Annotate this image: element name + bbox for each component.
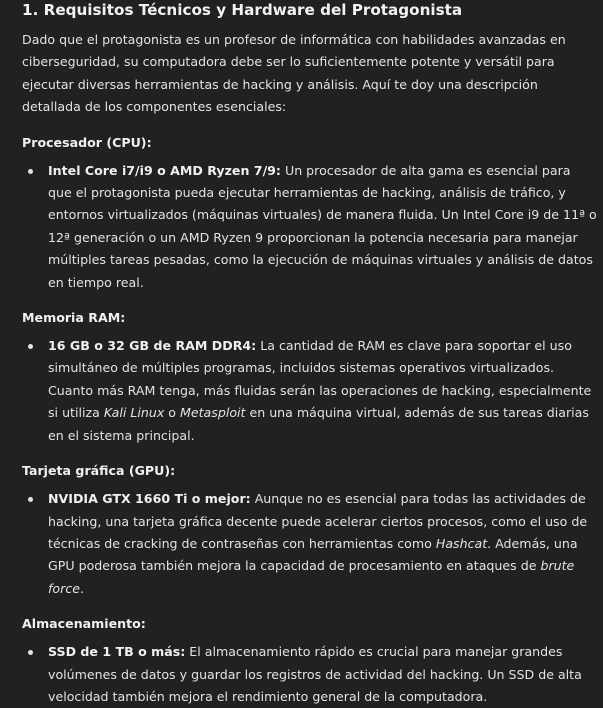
item-text: Aunque no es esencial para todas las actividades de hacking, una tarjeta gráfica decente puede acelerar ciertos procesos, como el uso de técnicas de cracking de contraseñas con herramientas como	[48, 491, 588, 551]
item-text: El almacenamiento rápido es crucial para manejar grandes volúmenes de datos y guardar los registros de actividad del hacking. Un SSD de alta velocidad también mejora el rendimiento general de la computadora.	[48, 644, 582, 704]
section-cpu	[22, 132, 597, 294]
section-storage	[22, 613, 597, 708]
item-text: La cantidad de RAM es clave para soportar el uso simultáneo de múltiples programas, incluidos sistemas operativos virtualizados. Cuanto más RAM tenga, más fluidas serán las operaciones de hacking, especialmente si utiliza	[48, 338, 592, 421]
item-text: en una máquina virtual, además de sus tareas diarias en el sistema principal.	[48, 405, 589, 443]
bullet-list	[22, 160, 597, 294]
section-ram	[22, 307, 597, 447]
section-heading: Almacenamiento:	[22, 616, 146, 632]
bullet-icon	[28, 497, 33, 502]
page-title: 1. Requisitos Técnicos y Hardware del Protagonista	[22, 1, 463, 19]
item-text: . Además, una GPU poderosa también mejora la capacidad de procesamiento en ataques de	[48, 535, 578, 574]
section-heading: Procesador (CPU):	[22, 134, 152, 150]
bullet-icon	[28, 169, 33, 174]
list-item	[22, 488, 597, 600]
bullet-list	[22, 335, 597, 447]
document-body	[22, 0, 597, 708]
item-bold-label: 16 GB o 32 GB de RAM DDR4:	[48, 338, 257, 354]
list-item	[22, 641, 597, 708]
item-italic: Hashcat	[435, 535, 488, 551]
section-heading: Memoria RAM:	[22, 310, 126, 326]
section-gpu	[22, 460, 597, 600]
bullet-icon	[28, 650, 33, 655]
item-italic: Kali Linux	[103, 405, 165, 421]
item-text: o	[164, 405, 180, 421]
bullet-list	[22, 641, 597, 708]
bullet-list	[22, 488, 597, 600]
item-italic: brute force	[48, 558, 575, 596]
intro-paragraph: Dado que el protagonista es un profesor de informática con habilidades avanzadas en ciberseguridad, su computadora debe ser lo suficientemente potente y versátil para ejecutar diversas herramientas de hacking y análisis. Aquí te doy una descripción detallada de los componentes esenciales:	[22, 32, 566, 115]
item-bold-label: SSD de 1 TB o más:	[48, 644, 186, 660]
item-text: .	[80, 580, 85, 596]
item-text: Un procesador de alta gama es esencial para que el protagonista pueda ejecutar herramientas de hacking, análisis de tráfico, y entornos virtualizados (máquinas virtuales) de manera fluida. Un Intel Core i9 de 11ª o 12ª generación o un AMD Ryzen 9 proporcionan la potencia necesaria para manejar múltiples tareas pesadas, como la ejecución de máquinas virtuales y análisis de datos en tiempo real.	[48, 162, 597, 290]
list-item	[22, 160, 597, 294]
section-heading: Tarjeta gráfica (GPU):	[22, 463, 176, 479]
item-bold-label: Intel Core i7/i9 o AMD Ryzen 7/9:	[48, 162, 281, 178]
list-item	[22, 335, 597, 447]
item-italic: Metasploit	[180, 405, 246, 421]
item-bold-label: NVIDIA GTX 1660 Ti o mejor:	[48, 491, 251, 507]
bullet-icon	[28, 344, 33, 349]
